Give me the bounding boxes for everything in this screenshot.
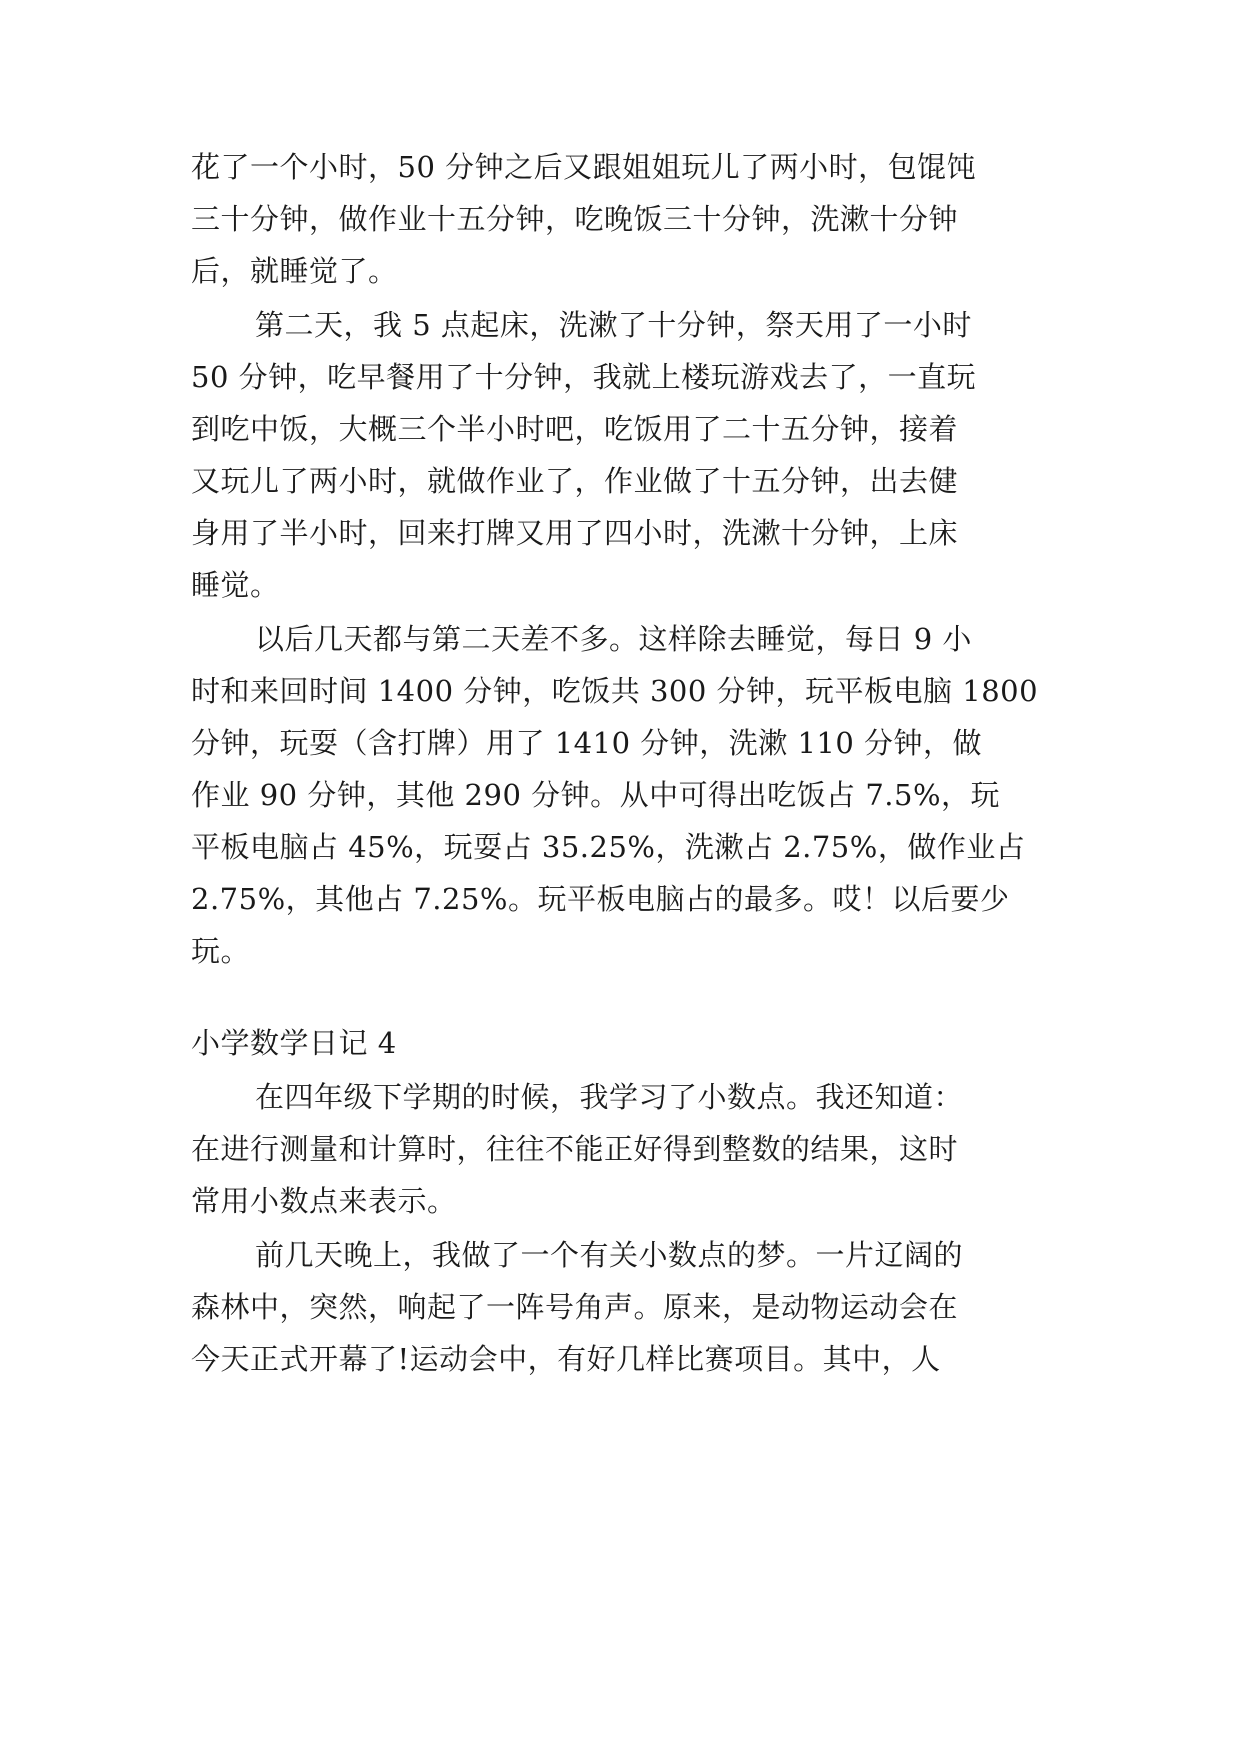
section-heading: 小学数学日记 4 [191,1026,397,1060]
text-line: 在四年级下学期的时候，我学习了小数点。我还知道： [255,1080,964,1114]
text-line: 平板电脑占 45%，玩耍占 35.25%，洗漱占 2.75%，做作业占 [191,830,1026,864]
text-line: 身用了半小时，回来打牌又用了四小时，洗漱十分钟，上床 [191,516,959,550]
text-line: 常用小数点来表示。 [191,1184,457,1218]
text-line: 以后几天都与第二天差不多。这样除去睡觉，每日 9 小 [255,622,972,656]
text-line: 在进行测量和计算时，往往不能正好得到整数的结果，这时 [191,1132,959,1166]
text-line: 花了一个小时，50 分钟之后又跟姐姐玩儿了两小时，包馄饨 [191,150,977,184]
text-line: 后，就睡觉了。 [191,254,398,288]
text-line: 50 分钟，吃早餐用了十分钟，我就上楼玩游戏去了，一直玩 [191,360,977,394]
text-line: 前几天晚上，我做了一个有关小数点的梦。一片辽阔的 [255,1238,964,1272]
text-line: 今天正式开幕了!运动会中，有好几样比赛项目。其中，人 [191,1342,941,1376]
text-line: 分钟，玩耍（含打牌）用了 1410 分钟，洗漱 110 分钟，做 [191,726,983,760]
text-line: 玩。 [191,934,251,968]
text-line: 时和来回时间 1400 分钟，吃饭共 300 分钟，玩平板电脑 1800 [191,674,1039,708]
text-line: 作业 90 分钟，其他 290 分钟。从中可得出吃饭占 7.5%，玩 [191,778,1001,812]
text-line: 到吃中饭，大概三个半小时吧，吃饭用了二十五分钟，接着 [191,412,959,446]
text-line: 又玩儿了两小时，就做作业了，作业做了十五分钟，出去健 [191,464,959,498]
text-line: 2.75%，其他占 7.25%。玩平板电脑占的最多。哎！以后要少 [191,882,1010,916]
text-line: 三十分钟，做作业十五分钟，吃晚饭三十分钟，洗漱十分钟 [191,202,959,236]
text-line: 森林中，突然，响起了一阵号角声。原来，是动物运动会在 [191,1290,959,1324]
text-line: 第二天，我 5 点起床，洗漱了十分钟，祭天用了一小时 [255,308,972,342]
text-line: 睡觉。 [191,568,280,602]
